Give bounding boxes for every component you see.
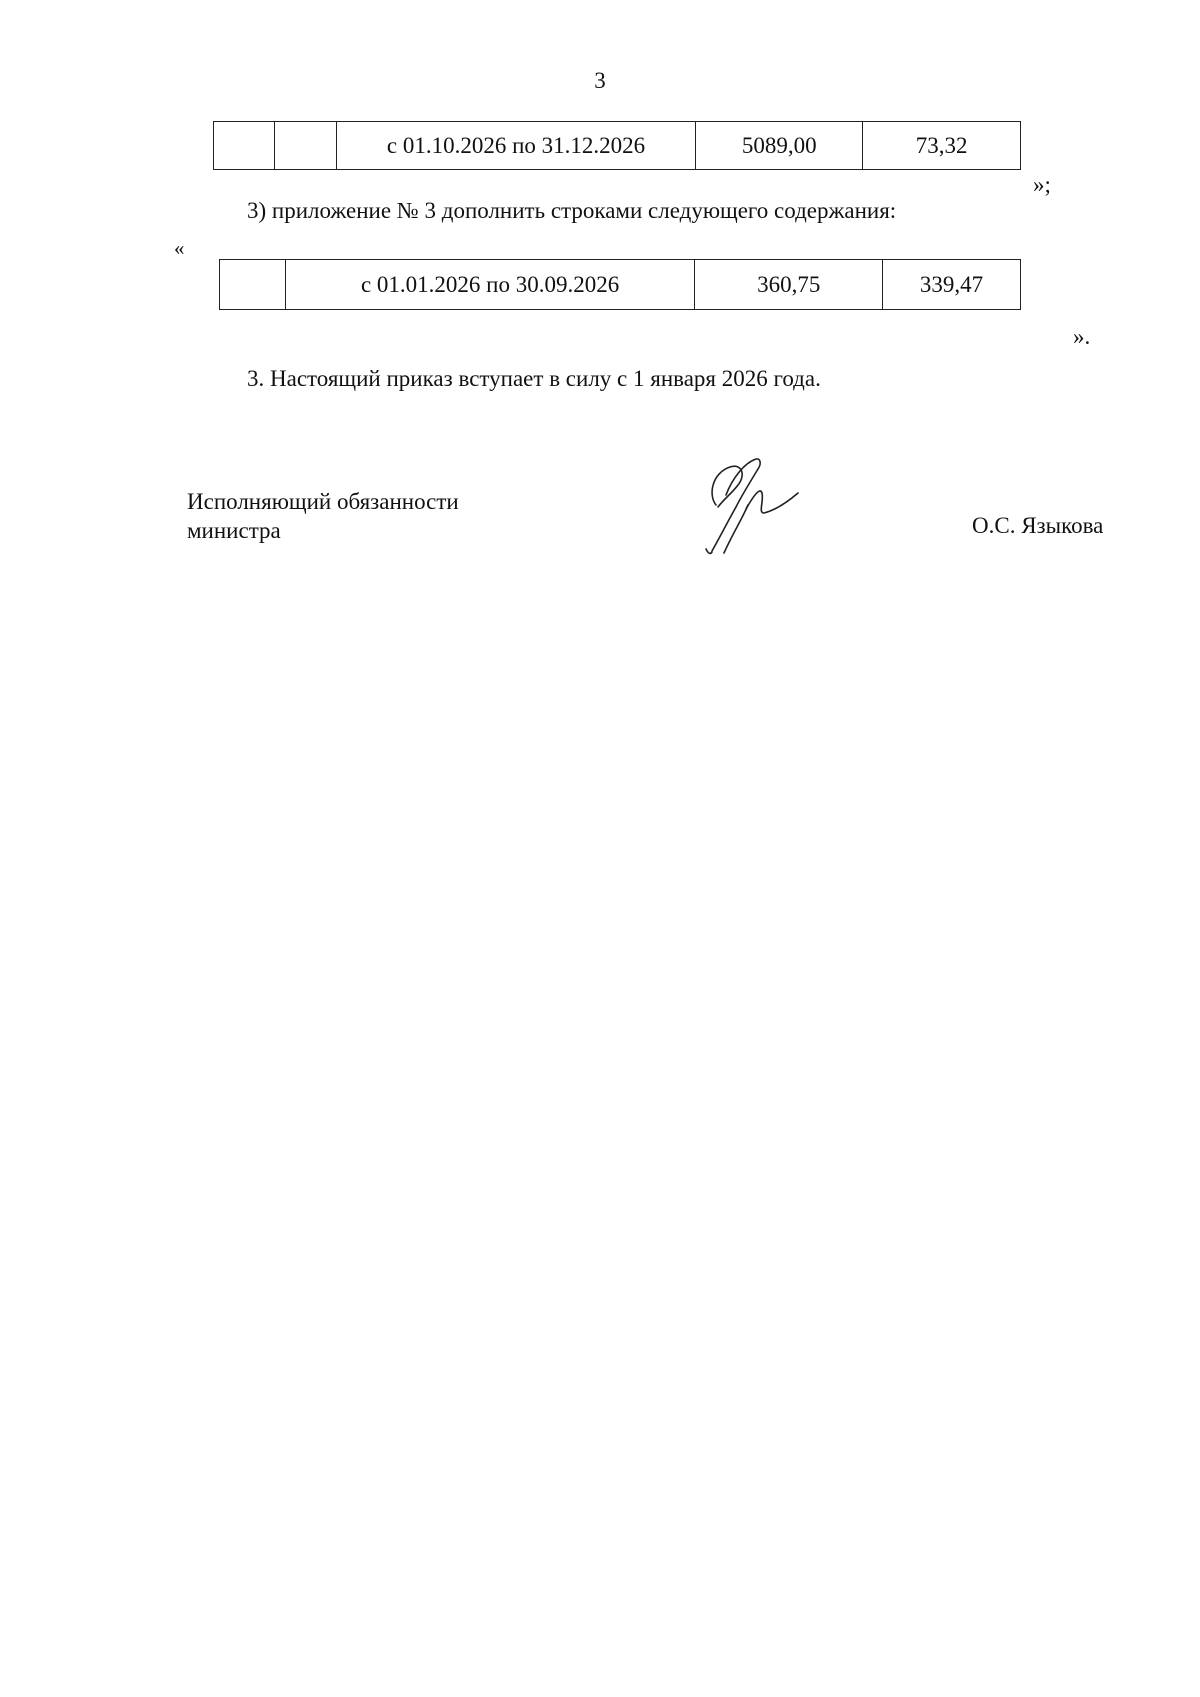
tariff-table-1 [213, 121, 1021, 170]
table-row [214, 122, 1021, 170]
signatory-title-line1: Исполняющий обязанности [187, 489, 459, 514]
tariff-table-2 [219, 259, 1021, 310]
table-cell-empty [274, 122, 336, 170]
closing-quote-1: »; [1033, 172, 1051, 197]
table-cell-value2: 339,47 [883, 260, 1021, 310]
table-cell-value1: 360,75 [695, 260, 883, 310]
table-cell-period: с 01.10.2026 по 31.12.2026 [336, 122, 696, 170]
signatory-name: О.С. Языкова [972, 513, 1104, 538]
table-cell-period: с 01.01.2026 по 30.09.2026 [285, 260, 694, 310]
signatory-title-line2: министра [187, 518, 281, 543]
table-cell-value2: 73,32 [863, 122, 1021, 170]
table-cell-empty [214, 122, 275, 170]
table-row [220, 260, 1021, 310]
opening-quote-2: « [174, 236, 185, 260]
signatory-title [187, 487, 459, 545]
closing-quote-2: ». [1073, 324, 1091, 349]
page-number: 3 [594, 68, 606, 93]
table-cell-value1: 5089,00 [696, 122, 863, 170]
item-3-text: 3) приложение № 3 дополнить строками следующего содержания: [247, 198, 897, 223]
handwritten-signature [702, 455, 812, 560]
table-cell-empty [220, 260, 286, 310]
paragraph-3: 3. Настоящий приказ вступает в силу с 1 января 2026 года. [247, 366, 821, 391]
